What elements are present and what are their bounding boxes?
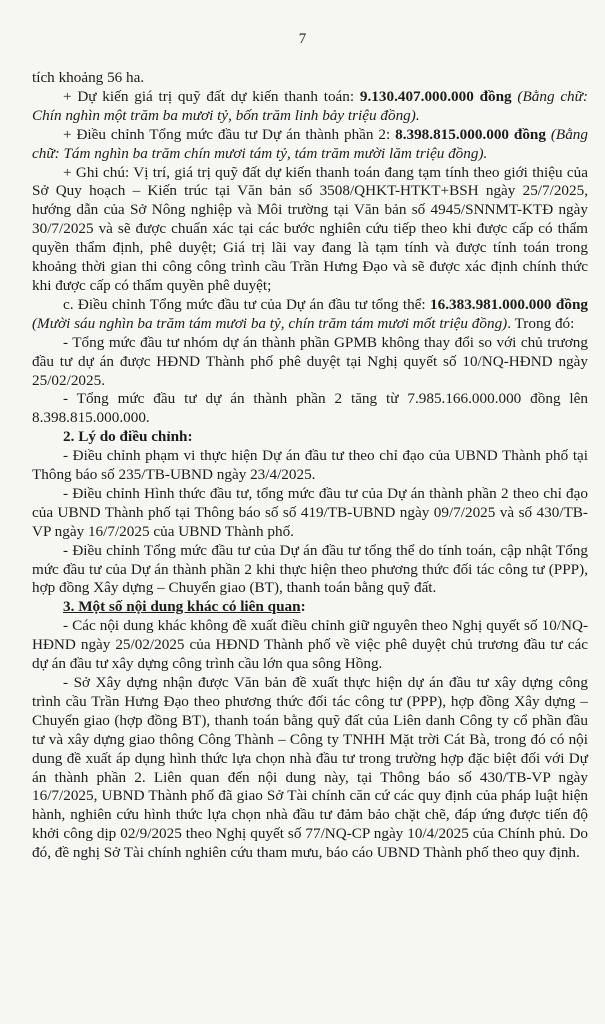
land-fund-amount-words: (Bằng chữ: Chín nghìn một trăm ba mươi tỷ, bốn trăm linh bảy triệu đồng). — [32, 87, 588, 124]
text-run: + Dự kiến giá trị quỹ đất dự kiến thanh toán: — [63, 87, 360, 105]
section-heading-2: 2. Lý do điều chỉnh: — [63, 428, 193, 446]
paragraph-reason-3: - Điều chỉnh Tổng mức đầu tư của Dự án đầu tư tổng thể do tính toán, cập nhật Tổng mức đầu tư của Dự án thành phần 2 khi thực hiện theo phương thức đối tác công tư (PPP), hợp đồng Xây dựng – Chuyển giao (BT), thanh toán bằng quỹ đất. — [32, 541, 588, 597]
heading-colon: : — [300, 598, 306, 616]
component2-amount: 8.398.815.000.000 đồng — [395, 125, 546, 143]
paragraph-component2-increase: - Tổng mức đầu tư dự án thành phần 2 tăng từ 7.985.166.000.000 đồng lên 8.398.815.000.000. — [32, 390, 588, 427]
paragraph-construction-dept: - Sở Xây dựng nhận được Văn bản đề xuất thực hiện dự án đầu tư xây dựng công trình cầu Trần Hưng Đạo theo phương thức đối tác công tư (PPP), hợp đồng Xây dựng – Chuyển giao (hợp đồng BT), thanh toán bằng quỹ đất của Liên danh Công ty cổ phần đầu tư và xây dựng giao thông Công Thành – Công ty TNHH Mặt trời Cát Bà, trong đó có nội dung đề xuất áp dụng hình thức lựa chọn nhà đầu tư trong trường hợp đặc biệt đối với Dự án thành phần 2. Liên quan đến nội dung này, tại Thông báo số 430/TB-VP ngày 16/7/2025, UBND Thành phố đã giao Sở Tài chính căn cứ các quy định của pháp luật hiện hành, nghiên cứu hình thức lựa chọn nhà đầu tư đảm bảo chặt chẽ, đáp ứng được tiến độ khởi công dịp 02/9/2025 theo Nghị quyết số 77/NQ-CP ngày 10/4/2025 của Chính phủ. Do đó, đề nghị Sở Tài chính nghiên cứu tham mưu, báo cáo UBND Thành phố theo quy định. — [32, 674, 588, 862]
paragraph-area: tích khoảng 56 ha. — [32, 69, 145, 86]
section-heading-3 — [32, 598, 588, 617]
paragraph-overall-adjustment — [32, 296, 588, 334]
component2-amount-words: (Bằng chữ: Tám nghìn ba trăm chín mươi tám tỷ, tám trăm mười lăm triệu đồng). — [32, 125, 588, 162]
text-run: . Trong đó: — [507, 314, 575, 332]
text-run: c. Điều chỉnh Tổng mức đầu tư của Dự án đầu tư tổng thể: — [63, 295, 431, 313]
heading-text: 3. Một số nội dung khác có liên quan — [63, 598, 301, 616]
paragraph-land-fund-value — [32, 88, 588, 126]
text-run: + Điều chỉnh Tổng mức đầu tư Dự án thành phần 2: — [63, 125, 396, 143]
paragraph-component2-adjustment — [32, 126, 588, 164]
paragraph-gpmb: - Tổng mức đầu tư nhóm dự án thành phần GPMB không thay đổi so với chủ trương đầu tư dự án được HĐND Thành phố phê duyệt tại Nghị quyết số 10/NQ-HĐND ngày 25/02/2025. — [32, 333, 588, 389]
paragraph-reason-1: - Điều chỉnh phạm vi thực hiện Dự án đầu tư theo chỉ đạo của UBND Thành phố tại Thông báo số 235/TB-UBND ngày 23/4/2025. — [32, 447, 588, 484]
paragraph-other-content: - Các nội dung khác không đề xuất điều chỉnh giữ nguyên theo Nghị quyết số 10/NQ-HĐND ngày 25/02/2025 của HĐND Thành phố về việc phê duyệt chủ trương đầu tư các dự án đầu tư xây dựng công trình cầu lớn qua sông Hồng. — [32, 617, 588, 673]
page-number: 7 — [298, 31, 307, 47]
document-body — [32, 69, 588, 863]
land-fund-amount: 9.130.407.000.000 đồng — [359, 87, 512, 105]
overall-amount: 16.383.981.000.000 đồng — [430, 295, 588, 313]
paragraph-reason-2: - Điều chỉnh Hình thức đầu tư, tổng mức đầu tư của Dự án thành phần 2 theo chỉ đạo của UBND Thành phố tại Thông báo số số 419/TB-UBND ngày 09/7/2025 và số 430/TB-VP ngày 16/7/2025 của UBND Thành phố. — [32, 484, 588, 540]
overall-amount-words: (Mười sáu nghìn ba trăm tám mươi ba tỷ, chín trăm tám mươi mốt triệu đồng) — [32, 314, 508, 332]
paragraph-note: + Ghi chú: Vị trí, giá trị quỹ đất dự kiến thanh toán đang tạm tính theo giới thiệu của Sở Quy hoạch – Kiến trúc tại Văn bản số 3508/QHKT-HTKT+BSH ngày 25/7/2025, hướng dẫn của Sở Nông nghiệp và Môi trường tại Văn bản số 4945/SNNMT-KTĐ ngày 30/7/2025 và sẽ được chuẩn xác tại các bước nghiên cứu tiếp theo khi được cấp có thẩm quyền thẩm định, phê duyệt; Giá trị lãi vay đang là tạm tính và được tính toán trong khoảng thời gian thi công công trình cầu Trần Hưng Đạo và sẽ được xác định chính thức khi được cấp có thẩm quyền phê duyệt; — [32, 163, 588, 294]
